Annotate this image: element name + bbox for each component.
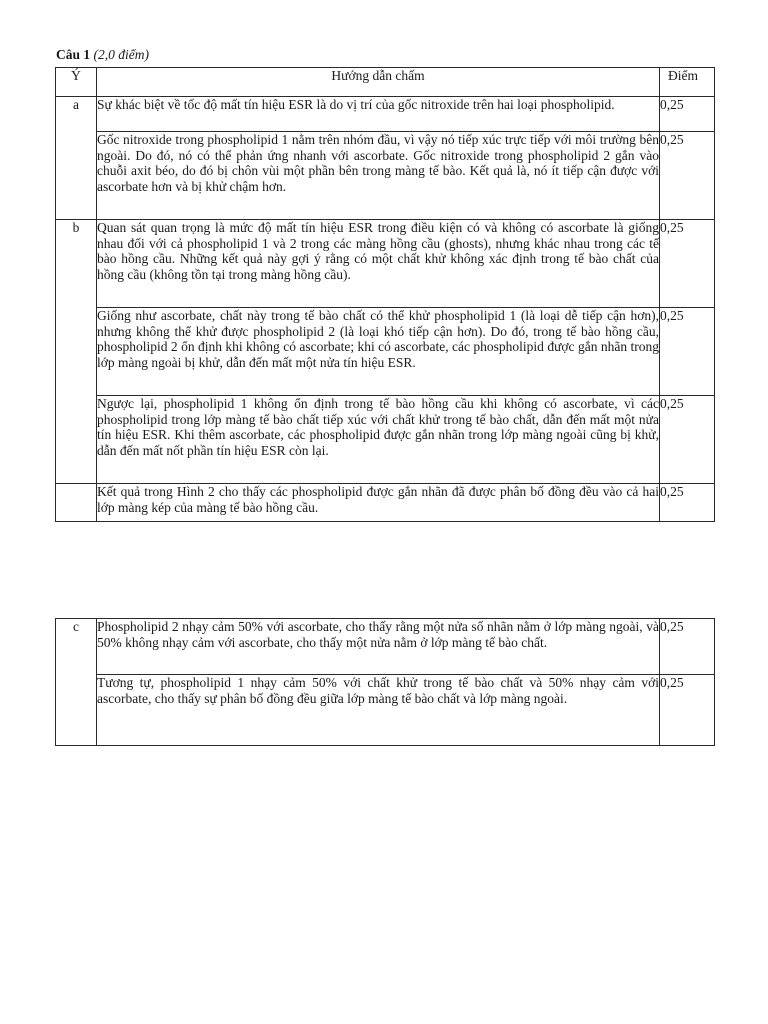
points-value: 0,25 — [660, 675, 715, 746]
guide-text: Giống như ascorbate, chất này trong tế bào chất có thể khử phospholipid 1 (là loại dễ tiếp cận hơn), nhưng không thể khử được phospholipid 2 (là loại khó tiếp cận hơn). Do đó, trong tế bào hồng cầu, phospholipid 2 ổn định khi không có ascorbate; khi có ascorbate, các phospholipid được gắn nhãn trong lớp màng ngoài bị khử, dẫn đến mất một nửa tín hiệu ESR. — [97, 308, 660, 396]
header-points: Điểm — [660, 68, 715, 97]
guide-text: Ngược lại, phospholipid 1 không ổn định trong tế bào hồng cầu khi không có ascorbate, vì các phospholipid trong lớp màng tế bào chất tiếp xúc với chất khử trong tế bào chất, dẫn đến mất một nửa tín hiệu ESR. Khi thêm ascorbate, các phospholipid được gắn nhãn trong lớp màng ngoài cũng bị khử, dẫn đến mất nốt phần tín hiệu ESR còn lại. — [97, 396, 660, 484]
guide-text: Tương tự, phospholipid 1 nhạy cảm 50% với chất khử trong tế bào chất và 50% nhạy cảm với ascorbate, cho thấy sự phân bố đồng đều giữa lớp màng tế bào chất và lớp màng ngoài. — [97, 675, 660, 746]
question-score: (2,0 điểm) — [93, 47, 149, 62]
points-value: 0,25 — [660, 97, 715, 132]
guide-text: Sự khác biệt về tốc độ mất tín hiệu ESR là do vị trí của gốc nitroxide trên hai loại phospholipid. — [97, 97, 660, 132]
table-row — [56, 97, 715, 132]
table-row — [56, 484, 715, 522]
points-value: 0,25 — [660, 619, 715, 675]
table-row — [56, 396, 715, 484]
table-row — [56, 132, 715, 220]
grading-table — [55, 67, 715, 522]
points-value: 0,25 — [660, 484, 715, 522]
table-row — [56, 675, 715, 746]
guide-text: Gốc nitroxide trong phospholipid 1 nằm trên nhóm đầu, vì vậy nó tiếp xúc trực tiếp với môi trường bên ngoài. Do đó, nó có thể phản ứng nhanh với ascorbate. Gốc nitroxide trong phospholipid 2 gắn vào chuỗi axit béo, do đó bị chôn vùi một phần bên trong màng tế bào. Kết quả là, nó ít tiếp cận được với ascorbate hơn và bị khử chậm hơn. — [97, 132, 660, 220]
points-value: 0,25 — [660, 132, 715, 220]
points-value: 0,25 — [660, 396, 715, 484]
points-value: 0,25 — [660, 220, 715, 308]
guide-text: Quan sát quan trọng là mức độ mất tín hiệu ESR trong điều kiện có và không có ascorbate là giống nhau đối với cả phospholipid 1 và 2 trong các màng hồng cầu (ghosts), nhưng khác nhau trong các tế bào hồng cầu. Những kết quả này gợi ý rằng có một chất khử không xác định trong tế bào chất của hồng cầu (không tồn tại trong màng hồng cầu). — [97, 220, 660, 308]
table-header-row — [56, 68, 715, 97]
question-label: Câu 1 — [56, 47, 91, 62]
item-label: a — [56, 97, 97, 220]
points-value: 0,25 — [660, 308, 715, 396]
grading-table-continued — [55, 618, 715, 746]
item-label: c — [56, 619, 97, 746]
guide-text: Kết quả trong Hình 2 cho thấy các phospholipid được gắn nhãn đã được phân bố đồng đều vào cả hai lớp màng kép của màng tế bào hồng cầu. — [97, 484, 660, 522]
question-title — [56, 47, 149, 63]
item-label: b — [56, 220, 97, 484]
guide-text: Phospholipid 2 nhạy cảm 50% với ascorbate, cho thấy rằng một nửa số nhãn nằm ở lớp màng ngoài, và 50% không nhạy cảm với ascorbate, cho thấy một nửa nằm ở lớp màng tế bào chất. — [97, 619, 660, 675]
item-label — [56, 484, 97, 522]
header-guide: Hướng dẫn chấm — [97, 68, 660, 97]
table-row — [56, 308, 715, 396]
table-row — [56, 220, 715, 308]
table-row — [56, 619, 715, 675]
header-item: Ý — [56, 68, 97, 97]
